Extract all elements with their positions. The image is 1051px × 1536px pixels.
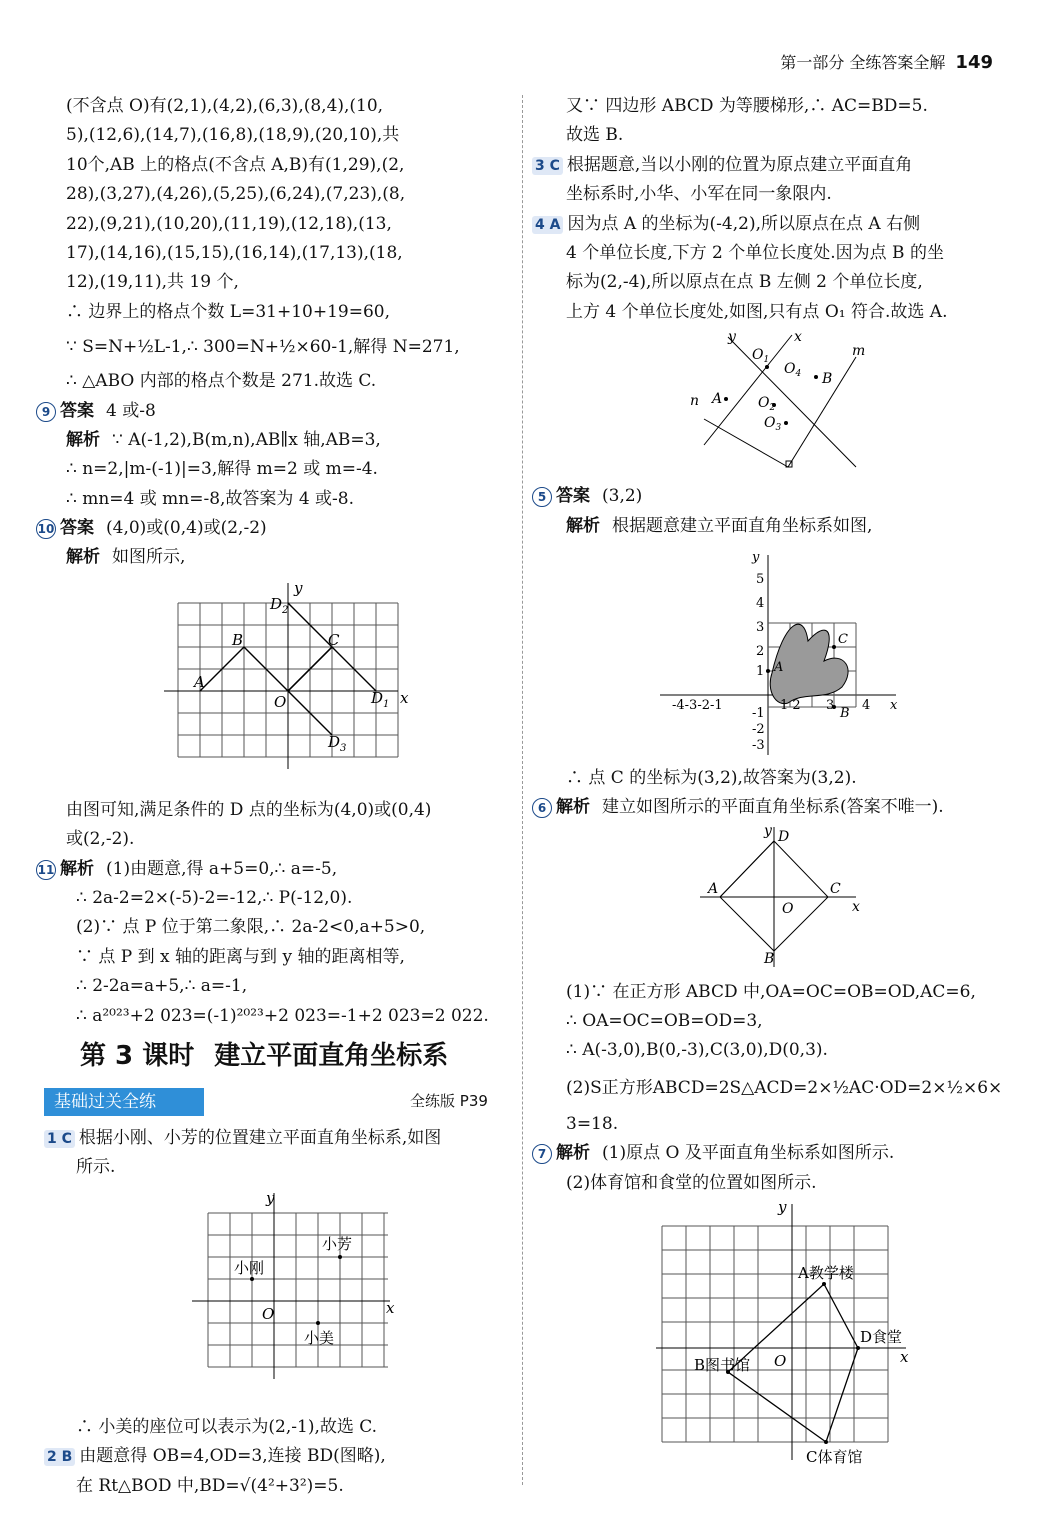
label-A: A (194, 672, 205, 691)
banner-ref: 全练版 P39 (410, 1092, 488, 1110)
q5-answer (532, 482, 1006, 511)
svg-text:-3: -3 (752, 737, 765, 753)
text-line: 建立如图所示的平面直角坐标系(答案不唯一). (602, 797, 944, 818)
text-line: (2)∵ 点 P 位于第二象限,∴ 2a-2<0,a+5>0, (76, 917, 426, 938)
text-line: 因为点 A 的坐标为(-4,2),所以原点在点 A 右侧 (567, 213, 921, 234)
q5-answer-text: (3,2) (602, 486, 643, 507)
text-line: 由题意得 OB=4,OD=3,连接 BD(图略), (79, 1446, 386, 1467)
answer-label: 答案 (60, 400, 94, 421)
svg-text:4: 4 (756, 595, 765, 611)
label-y: y (294, 578, 303, 597)
label-O: O (262, 1304, 275, 1323)
svg-text:5: 5 (756, 571, 765, 587)
svg-text:y: y (764, 822, 772, 839)
text-line: ∴ 点 C 的坐标为(3,2),故答案为(3,2). (566, 767, 857, 788)
text-line: ∴ A(-3,0),B(0,-3),C(3,0),D(0,3). (566, 1040, 828, 1061)
label-B: B (232, 630, 244, 649)
q3-line (532, 151, 1006, 180)
q9-analysis (66, 426, 506, 455)
text-line: 又∵ 四边形 ABCD 为等腰梯形,∴ AC=BD=5. (566, 96, 928, 116)
text-line: ∵ 点 P 到 x 轴的距离与到 y 轴的距离相等, (76, 946, 405, 967)
q6-analysis (532, 793, 1006, 822)
text-line: 根据题意建立平面直角坐标系如图, (612, 515, 873, 536)
svg-text:n: n (690, 393, 700, 410)
text-line: ∵ S=N+½L-1,∴ 300=N+½×60-1,解得 N=271, (66, 337, 460, 358)
text-line: 10个,AB 上的格点(不含点 A,B)有(1,29),(2, (66, 154, 405, 175)
text-line: 如图所示, (112, 547, 186, 568)
q11-number: 11 (36, 860, 56, 880)
svg-text:2: 2 (756, 643, 765, 659)
lesson-number: 第 3 课时 (80, 1041, 195, 1071)
svg-text:B: B (840, 705, 850, 721)
q9-answer-text: 4 或-8 (106, 400, 156, 421)
svg-text:-2: -2 (752, 721, 765, 737)
right-column (535, 92, 1006, 1473)
q1-tag: 1 C (44, 1130, 75, 1148)
svg-text:-1: -1 (752, 705, 765, 721)
label-d: D食堂 (860, 1328, 903, 1347)
svg-text:O4: $O_4$ (784, 361, 802, 380)
q4-line (532, 210, 1006, 239)
q10-answer-text: (4,0)或(0,4)或(2,-2) (106, 518, 267, 539)
svg-text:3: 3 (826, 697, 835, 713)
text-line: 或(2,-2). (66, 829, 135, 850)
lesson-name: 建立平面直角坐标系 (214, 1041, 449, 1071)
text-line: 22),(9,21),(10,20),(11,19),(12,18),(13, (66, 213, 392, 234)
page-header (780, 50, 993, 73)
q1-seat-figure (66, 1183, 506, 1408)
q7-campus-figure (556, 1198, 1006, 1468)
q5-figure (556, 541, 1006, 759)
label-C: C (328, 630, 340, 649)
svg-text:O3: $O_3$ (764, 415, 782, 434)
q10-grid-figure (66, 573, 506, 791)
text-line: 在 Rt△BOD 中,BD=√(4²+3²)=5. (76, 1475, 344, 1496)
text-line: ∴ 2-2a=a+5,∴ a=-1, (76, 976, 248, 997)
section-banner: 基础过关全练 (44, 1088, 204, 1116)
svg-text:O: O (774, 1352, 787, 1371)
svg-text:D: D (778, 828, 790, 845)
xiaofang-label: 小芳 (322, 1234, 353, 1253)
svg-text:4: 4 (862, 697, 871, 713)
text-line: (1)原点 O 及平面直角坐标系如图所示. (602, 1143, 895, 1164)
svg-text:A: A (712, 391, 723, 408)
text-line: 标为(2,-4),所以原点在点 B 左侧 2 个单位长度, (566, 272, 923, 293)
text-line: 坐标系时,小华、小军在同一象限内. (566, 184, 832, 205)
analysis-label: 解析 (60, 858, 94, 879)
page-number: 149 (955, 52, 993, 73)
svg-text:A: A (774, 659, 784, 675)
svg-text:y: y (778, 1198, 787, 1217)
text-line: ∴ 小美的座位可以表示为(2,-1),故选 C. (76, 1416, 378, 1437)
text-line: ∴ 边界上的格点个数 L=31+10+19=60, (66, 301, 391, 322)
svg-text:O2: $O_2$ (758, 395, 776, 414)
svg-text:m: m (852, 343, 866, 360)
analysis-label: 解析 (556, 1143, 590, 1164)
answer-label: 答案 (556, 486, 590, 507)
q2-line (44, 1442, 506, 1471)
q3-tag: 3 C (532, 157, 563, 175)
q7-analysis (532, 1139, 1006, 1168)
text-line: (2)S正方形ABCD=2S△ACD=2×½AC·OD=2×½×6× (566, 1077, 1003, 1098)
text-line: 上方 4 个单位长度处,如图,只有点 O₁ 符合.故选 A. (566, 301, 948, 322)
svg-text:1: 1 (756, 663, 765, 679)
section-title: 第一部分 全练答案全解 (780, 53, 946, 72)
analysis-label: 解析 (556, 797, 590, 818)
q6-figure (556, 823, 1006, 973)
text-line: (1)由题意,得 a+5=0,∴ a=-5, (106, 858, 338, 879)
q5-number: 5 (532, 487, 552, 507)
text-line: ∴ a²⁰²³+2 023=(-1)²⁰²³+2 023=-1+2 023=2 022. (76, 1005, 489, 1026)
label-x: x (386, 1298, 395, 1317)
text-line: 17),(14,16),(15,15),(16,14),(17,13),(18, (66, 242, 403, 263)
left-column (37, 92, 506, 1031)
text-line: 28),(3,27),(4,26),(5,25),(6,24),(7,23),(8, (66, 184, 406, 205)
analysis-label: 解析 (566, 515, 600, 536)
q7-number: 7 (532, 1144, 552, 1164)
answer-label: 答案 (60, 518, 94, 539)
text-line: 5),(12,6),(14,7),(16,8),(18,9),(20,10),共 (66, 125, 400, 146)
q9-number: 9 (36, 402, 56, 422)
svg-text:y: y (728, 329, 736, 346)
q5-analysis (556, 512, 1006, 541)
q10-answer (36, 514, 506, 543)
svg-text:B: B (822, 371, 833, 388)
lesson-title (80, 1035, 448, 1072)
q10-analysis (66, 543, 506, 572)
text-line: ∴ n=2,|m-(-1)|=3,解得 m=2 或 m=-4. (66, 459, 378, 480)
svg-text:C: C (838, 631, 848, 647)
xiaomei-label: 小美 (304, 1328, 335, 1347)
text-line: ∴ mn=4 或 mn=-8,故答案为 4 或-8. (66, 488, 355, 509)
label-D1: $D_1$ (371, 688, 390, 710)
text-line: 3=18. (566, 1113, 619, 1134)
svg-text:x: x (890, 697, 898, 713)
svg-text:y: y (752, 549, 760, 565)
svg-text:x: x (852, 898, 860, 915)
svg-text:-4-3-2-1: -4-3-2-1 (672, 697, 723, 713)
text-line: 根据小刚、小芳的位置建立平面直角坐标系,如图 (78, 1128, 442, 1148)
label-y: y (266, 1188, 275, 1207)
q4-figure (556, 327, 1006, 477)
label-a: A教学楼 (798, 1264, 854, 1283)
text-line: (2)体育馆和食堂的位置如图所示. (566, 1172, 817, 1193)
analysis-label: 解析 (66, 429, 100, 450)
text-line: 根据题意,当以小刚的位置为原点建立平面直角 (566, 154, 913, 175)
q11-analysis (36, 855, 506, 884)
svg-text:B: B (764, 950, 775, 967)
text-line: 故选 B. (566, 125, 624, 146)
q4-tag: 4 A (532, 216, 563, 234)
label-D3: $D_3$ (328, 732, 347, 754)
svg-text:3: 3 (756, 619, 765, 635)
label-x: x (400, 688, 409, 707)
label-b: B图书馆 (694, 1356, 751, 1375)
label-O: O (274, 692, 287, 711)
svg-text:O1: $O_1$ (752, 347, 770, 366)
text-line: 由图可知,满足条件的 D 点的坐标为(4,0)或(0,4) (66, 799, 432, 820)
svg-text:x: x (794, 329, 802, 346)
q1-line (44, 1124, 506, 1153)
column-divider (522, 95, 523, 1485)
text-line: (1)∵ 在正方形 ABCD 中,OA=OC=OB=OD,AC=6, (566, 981, 976, 1002)
q2-tag: 2 B (44, 1448, 75, 1466)
svg-text:A: A (708, 880, 719, 897)
analysis-label: 解析 (66, 547, 100, 568)
label-D2: $D_2$ (270, 594, 289, 616)
svg-text:x: x (900, 1348, 909, 1367)
q6-number: 6 (532, 798, 552, 818)
label-c: C体育馆 (806, 1448, 863, 1467)
q9-answer (36, 397, 506, 426)
text-line: 4 个单位长度,下方 2 个单位长度处.因为点 B 的坐 (566, 242, 944, 263)
text-line: ∵ A(-1,2),B(m,n),AB∥x 轴,AB=3, (112, 429, 381, 450)
q10-number: 10 (36, 519, 56, 539)
svg-text:C: C (830, 880, 841, 897)
text-line: 12),(19,11),共 19 个, (66, 272, 239, 293)
text-line: ∴ △ABO 内部的格点个数是 271.故选 C. (66, 371, 377, 392)
text-line: 所示. (76, 1157, 116, 1178)
svg-text:1 2: 1 2 (780, 697, 801, 713)
svg-text:O: O (782, 900, 794, 917)
text-line: ∴ OA=OC=OB=OD=3, (566, 1011, 763, 1032)
text-line: ∴ 2a-2=2×(-5)-2=-12,∴ P(-12,0). (76, 888, 353, 909)
left-column-lower (47, 1124, 506, 1501)
xiaogang-label: 小刚 (234, 1258, 265, 1277)
text-line: (不含点 O)有(2,1),(4,2),(6,3),(8,4),(10, (66, 96, 384, 116)
